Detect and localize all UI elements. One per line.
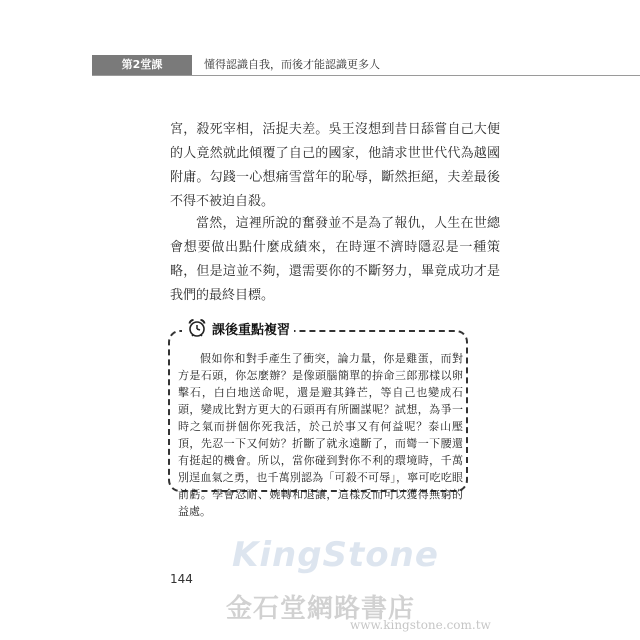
chapter-label: 第2堂課: [92, 55, 192, 75]
review-text: 假如你和對手產生了衝突，論力量，你是雞蛋，而對方是石頭，你怎麼辦？是像頭腦簡單的拚命三郎那樣以卵擊石，白白地送命呢，還是避其鋒芒，等自己也變成石頭，變成比對方更大的石頭再有所圖謀呢？試想，為爭一時之氣而拼個你死我活，於己於事又有何益呢？泰山壓頂，先忍一下又何妨？折斷了就永遠斷了，而彎一下腰還有挺起的機會。所以，當你碰到對你不利的環境時，千萬別逞血氣之勇，也千萬別認為「可殺不可辱」，寧可吃吃眼前虧。學會忍耐、婉轉和退讓，這樣反而可以獲得無窮的益處。: [178, 352, 463, 518]
watermark-logo: KingStone: [232, 535, 439, 575]
page-number: 144: [170, 572, 193, 586]
watermark-url: www.kingstone.com.tw: [350, 618, 491, 632]
review-header: [182, 315, 294, 341]
watermark-name: 金石堂網路書店: [226, 594, 416, 624]
body-paragraph-1: 宮，殺死宰相，活捉夫差。吳王沒想到昔日舔嘗自己大便的人竟然就此傾覆了自己的國家，他請求世世代代為越國附庸。勾踐一心想痛雪當年的恥辱，斷然拒絕，夫差最後不得不被迫自殺。: [170, 122, 500, 209]
alarm-clock-icon: [186, 317, 208, 339]
review-title: 課後重點複習: [212, 322, 291, 338]
chapter-title: 懂得認識自我，而後才能認識更多人: [204, 58, 380, 71]
body-paragraph-2: 當然，這裡所說的奮發並不是為了報仇，人生在世總會想要做出點什麼成績來，在時運不濟時隱忍是一種策略，但是這並不夠，還需要你的不斷努力，畢竟成功才是我們的最終目標。: [170, 216, 500, 303]
